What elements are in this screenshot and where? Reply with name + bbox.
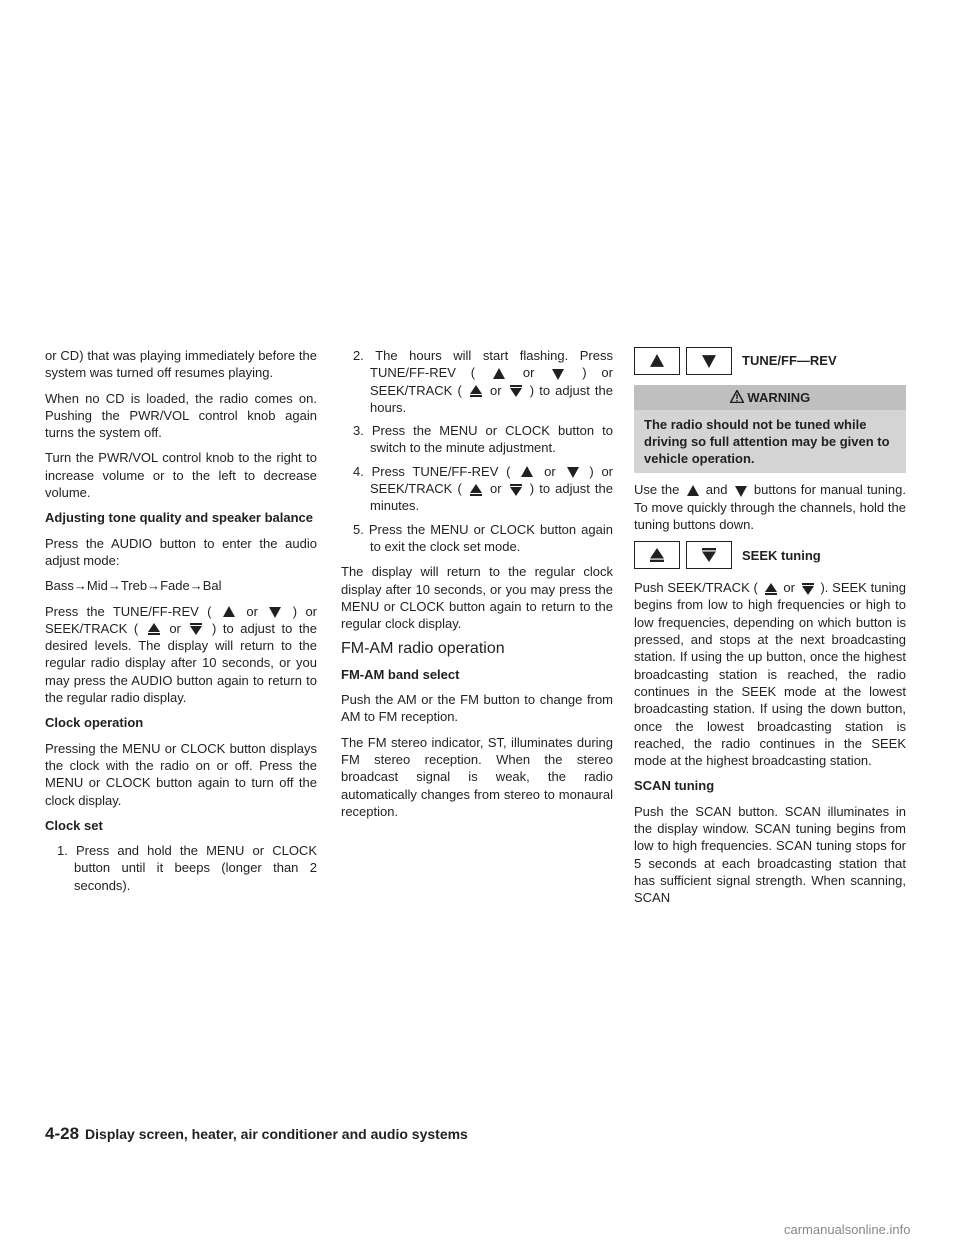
paragraph: Push the SCAN button. SCAN illuminates in the display window. SCAN tuning begins from low to high frequencies. SCAN tuning stops for 5 seconds at each broadcasting station that has sufficient signal strength. When scanning, SCAN [634,803,906,906]
tune-down-arrow-icon [564,466,582,478]
seek-down-arrow-icon [187,623,205,635]
paragraph: The FM stereo indicator, ST, illuminates during FM stereo reception. When the stereo broadcast signal is weak, the radio automatically changes from stereo to monaural reception. [341,734,613,819]
text: or [783,580,795,596]
paragraph: Push the AM or the FM button to change from AM to FM reception. [341,692,613,725]
page-footer [45,1124,468,1144]
tune-up-button-icon [634,347,680,375]
tune-up-arrow-icon [518,466,536,478]
seek-button-header [634,541,906,569]
paragraph: When no CD is loaded, the radio comes on. Pushing the PWR/VOL control knob again turns the system off. [45,390,317,441]
seek-down-arrow-icon [507,484,525,496]
text: or [490,481,502,497]
text: Use the [634,482,680,498]
text: or [490,382,502,398]
tune-button-header [634,347,906,375]
heading-tone-balance: Adjusting tone quality and speaker balance [45,510,314,526]
chapter-title: Display screen, heater, air conditioner and audio systems [85,1126,468,1142]
text: ) or SEEK/TRACK ( [45,603,317,636]
heading-clock-operation: Clock operation [45,715,144,731]
watermark: carmanualsonline.info [784,1222,911,1237]
list-item [341,347,613,416]
heading-scan-tuning: SCAN tuning [634,778,715,794]
paragraph: Turn the PWR/VOL control knob to the right to increase volume or to the left to decrease volume. [45,450,317,501]
tune-down-button-icon [686,347,732,375]
warning-title: WARNING [747,390,811,405]
text: ) to adjust the minutes. [370,481,613,514]
warning-icon [730,390,744,403]
text: or [544,463,556,479]
paragraph [45,603,317,707]
column-middle [341,347,613,828]
list-item: 5. Press the MENU or CLOCK button again to exit the clock set mode. [353,521,613,554]
text: buttons for manual tuning. To move quickly through the channels, hold the tuning buttons down. [634,482,906,532]
seek-down-arrow-icon [507,385,525,397]
text: ) to adjust to the desired levels. The display will return to the regular radio display after 10 seconds, or you may press the AUDIO button again to return to the regular radio display. [45,620,317,706]
text: ) to adjust the hours. [370,382,613,415]
text: 4. Press TUNE/FF-REV ( [353,463,511,479]
warning-text: The radio should not be tuned while driving so full attention may be given to vehicle operation. [644,417,890,467]
text: or [522,365,535,381]
heading-clock-set: Clock set [45,817,103,833]
paragraph [634,579,906,769]
list-item: 3. Press the MENU or CLOCK button to switch to the minute adjustment. [353,423,613,456]
list-item [341,463,613,515]
text: ) or SEEK/TRACK ( [370,365,613,398]
seek-up-button-icon [634,541,680,569]
tune-down-arrow-icon [266,606,284,618]
seek-tuning-label: SEEK tuning [742,547,821,563]
column-right [634,347,906,915]
paragraph: Press the AUDIO button to enter the audio adjust mode: [45,535,317,568]
seek-down-button-icon [686,541,732,569]
tune-ff-rev-label: TUNE/FF—REV [742,353,837,369]
text: ). SEEK tuning begins from low to high frequencies or high to low frequencies, depending on which button is pressed, and stops at the next broadcasting station. If using the up button, once the highest broadcasting station is reached, the radio continues in the SEEK mode at the lowest broadcasting station. If using the down button, once the lowest broadcasting station is reached, the radio continues in the SEEK mode at the highest broadcasting station. [634,580,906,769]
text: or [169,620,181,636]
mode-sequence: Bass→Mid→Treb→Fade→Bal [45,578,222,594]
paragraph: or CD) that was playing immediately before the system was turned off resumes playing. [45,348,317,381]
seek-up-arrow-icon [762,583,780,595]
seek-up-arrow-icon [467,484,485,496]
seek-up-arrow-icon [467,385,485,397]
clock-set-steps [45,842,317,894]
warning-box [634,385,906,473]
paragraph [634,481,906,533]
tune-down-arrow-icon [732,485,750,497]
warning-header [634,385,906,410]
text: 2. The hours will start flashing. Press TUNE/FF-REV ( [353,348,613,381]
section-title: FM-AM radio operation [341,640,505,658]
text: or [246,603,258,619]
seek-down-arrow-icon [799,583,817,595]
paragraph: The display will return to the regular clock display after 10 seconds, or you may press the MENU or CLOCK button again to return to the regular clock display. [341,564,613,632]
tune-up-arrow-icon [490,368,508,380]
tune-up-arrow-icon [220,606,238,618]
heading-band-select: FM-AM band select [341,666,460,682]
list-item: 1. Press and hold the MENU or CLOCK button until it beeps (longer than 2 seconds). [57,843,317,893]
page-number: 4-28 [45,1124,80,1143]
text: Press the TUNE/FF-REV ( [45,603,212,619]
tune-down-arrow-icon [549,368,567,380]
seek-up-arrow-icon [145,623,163,635]
tune-up-arrow-icon [684,485,702,497]
paragraph: Pressing the MENU or CLOCK button displays the clock with the radio on or off. Press the MENU or CLOCK button again to turn off the clock display. [45,740,317,808]
clock-set-steps-continued [341,347,613,555]
text: ) or SEEK/TRACK ( [370,463,613,497]
text: and [705,482,728,498]
column-left [45,347,317,902]
text: Push SEEK/TRACK ( [634,580,758,596]
